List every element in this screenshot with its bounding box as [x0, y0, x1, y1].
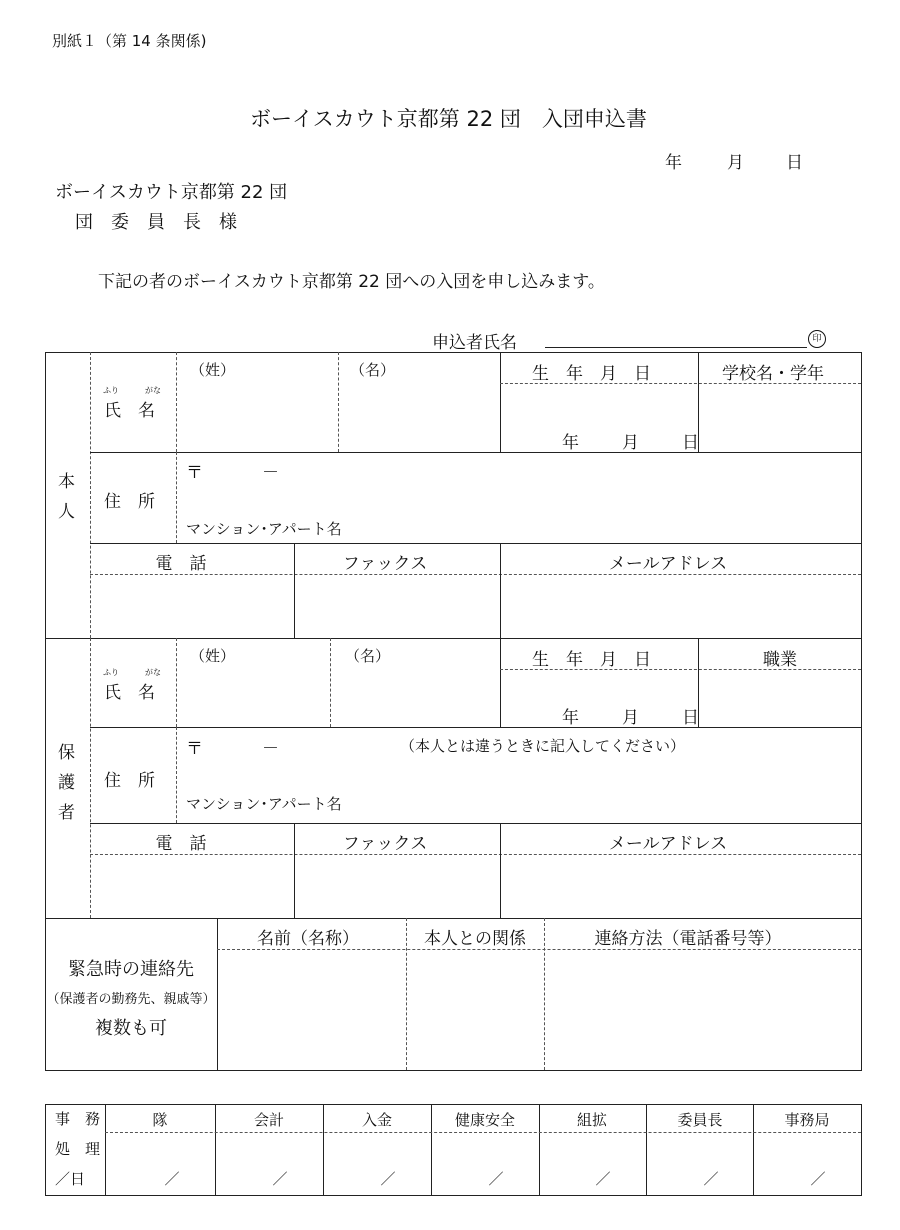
office-table-top [45, 1104, 862, 1105]
emergency-col-name: 名前（名称） [257, 929, 359, 949]
self-ruby-furi: ふり [103, 386, 119, 395]
guardian-sei-label: （姓） [190, 647, 236, 665]
self-birth-month: 月 [622, 433, 639, 453]
self-address-label-divider [176, 452, 177, 543]
self-name-label: 氏 名 [104, 401, 155, 421]
page-title: ボーイスカウト京都第 22 団 入団申込書 [250, 107, 647, 131]
guardian-label-divider [90, 638, 91, 918]
office-col-divider-4 [539, 1104, 540, 1195]
office-col-tai: 隊 [152, 1111, 168, 1129]
self-label-char-1: 本 [58, 472, 75, 492]
guardian-postal-dash: － [262, 739, 279, 759]
guardian-address-label-divider [176, 727, 177, 823]
emergency-col-relation: 本人との関係 [424, 929, 526, 949]
office-date-slash-1: ／ [164, 1170, 180, 1188]
emergency-relation-field[interactable] [410, 953, 541, 1066]
form-top-border [45, 352, 862, 353]
office-col-iincho: 委員長 [677, 1111, 723, 1129]
guardian-name-label: 氏 名 [104, 683, 155, 703]
guardian-label-char-2: 護 [58, 773, 75, 793]
office-date-slash-4: ／ [488, 1170, 504, 1188]
office-col-divider-5 [646, 1104, 647, 1195]
office-label-line1: 事 務 [55, 1110, 101, 1128]
guardian-name-label-divider [176, 638, 177, 727]
self-email-field[interactable] [504, 578, 858, 634]
applicant-name-label: 申込者氏名 [432, 333, 517, 353]
emergency-name-relation-divider [406, 918, 407, 1070]
application-statement: 下記の者のボーイスカウト京都第 22 団への入団を申し込みます。 [98, 272, 605, 292]
self-postal-mark: 〒 [186, 463, 203, 483]
guardian-contact-header-line [90, 854, 861, 855]
applicant-name-field[interactable] [545, 347, 807, 348]
self-name-label-divider [176, 352, 177, 452]
guardian-name-birth-divider [500, 638, 501, 727]
guardian-mei-field[interactable] [334, 668, 497, 724]
office-label-line2: 処 理 [55, 1140, 101, 1158]
emergency-relation-contact-divider [544, 918, 545, 1070]
self-contact-header-line [90, 574, 861, 575]
guardian-email-field[interactable] [504, 858, 858, 914]
guardian-occupation-field[interactable] [702, 672, 858, 724]
guardian-address-note: （本人とは違うときに記入してください） [400, 737, 686, 755]
emergency-contact-field[interactable] [548, 953, 858, 1066]
office-col-kenko-anzen: 健康安全 [454, 1111, 516, 1129]
office-date-slash-5: ／ [595, 1170, 611, 1188]
emergency-label-line1: 緊急時の連絡先 [68, 959, 194, 980]
seal-mark: 印 [808, 330, 826, 348]
guardian-name-row-bottom [90, 727, 861, 728]
self-address-label: 住 所 [104, 492, 155, 512]
office-col-divider-2 [323, 1104, 324, 1195]
guardian-ruby-gana: がな [145, 668, 161, 677]
guardian-address-label: 住 所 [104, 771, 155, 791]
guardian-email-header: メールアドレス [608, 834, 728, 854]
self-birth-day: 日 [682, 433, 699, 453]
office-col-divider-3 [431, 1104, 432, 1195]
date-month-label: 月 [727, 153, 744, 173]
office-col-divider-6 [753, 1104, 754, 1195]
guardian-phone-field[interactable] [94, 858, 290, 914]
office-label-divider [105, 1104, 106, 1195]
emergency-name-field[interactable] [221, 953, 403, 1066]
self-phone-field[interactable] [94, 578, 290, 634]
self-sei-mei-divider [338, 352, 339, 452]
self-school-field[interactable] [702, 384, 858, 450]
guardian-address-field[interactable] [300, 756, 856, 788]
guardian-apartment-label: マンション･アパート名 [186, 795, 342, 813]
guardian-occupation-header: 職業 [763, 650, 797, 670]
guardian-fax-field[interactable] [298, 858, 496, 914]
office-date-slash-6: ／ [703, 1170, 719, 1188]
emergency-header-line [217, 949, 861, 950]
form-right-border [861, 352, 862, 1070]
guardian-ruby-furi: ふり [103, 668, 119, 677]
office-label-line3: ／日 [55, 1170, 86, 1188]
addressee-title: 団 委 員 長 様 [75, 212, 237, 233]
self-email-header: メールアドレス [608, 554, 728, 574]
self-address-field[interactable] [300, 474, 856, 514]
self-name-row-bottom [90, 452, 861, 453]
guardian-label-char-3: 者 [58, 803, 75, 823]
office-date-slash-2: ／ [272, 1170, 288, 1188]
guardian-phone-header: 電 話 [155, 834, 207, 854]
emergency-label-line2: （保護者の勤務先、親戚等） [46, 992, 216, 1007]
guardian-phone-fax-divider [294, 823, 295, 918]
date-day-label: 日 [786, 153, 803, 173]
self-ruby-gana: がな [145, 386, 161, 395]
addressee-org: ボーイスカウト京都第 22 団 [55, 182, 288, 203]
emergency-col-contact: 連絡方法（電話番号等） [594, 929, 782, 949]
self-sei-field[interactable] [180, 384, 336, 450]
office-col-divider-1 [215, 1104, 216, 1195]
guardian-sei-mei-divider [330, 638, 331, 727]
self-section-bottom [45, 638, 862, 639]
office-col-jimukyoku: 事務局 [784, 1111, 830, 1129]
self-postal-dash: － [262, 463, 279, 483]
self-fax-field[interactable] [298, 578, 496, 634]
guardian-postal-mark: 〒 [186, 739, 203, 759]
self-birthday-header: 生 年 月 日 [532, 364, 651, 384]
office-col-sokaku: 組拡 [576, 1111, 608, 1129]
guardian-address-row-bottom [90, 823, 861, 824]
guardian-mei-label: （名） [345, 647, 391, 665]
guardian-birth-day: 日 [682, 708, 699, 728]
self-label-divider [90, 352, 91, 638]
self-phone-fax-divider [294, 543, 295, 638]
guardian-birthday-header: 生 年 月 日 [532, 650, 651, 670]
emergency-label-line3: 複数も可 [95, 1018, 167, 1039]
office-col-nyukin: 入金 [361, 1111, 393, 1129]
guardian-label-char-1: 保 [58, 743, 75, 763]
office-table-right [861, 1104, 862, 1195]
guardian-fax-header: ファックス [342, 834, 428, 854]
emergency-label-divider [217, 918, 218, 1070]
guardian-birth-month: 月 [622, 708, 639, 728]
self-name-birth-divider [500, 352, 501, 452]
self-mei-field[interactable] [342, 384, 498, 450]
self-fax-header: ファックス [342, 554, 428, 574]
guardian-birth-year: 年 [562, 708, 579, 728]
self-mei-label: （名） [350, 361, 396, 379]
guardian-section-bottom [45, 918, 862, 919]
self-apartment-label: マンション･アパート名 [186, 520, 342, 538]
office-date-slash-7: ／ [810, 1170, 826, 1188]
form-bottom-border [45, 1070, 862, 1071]
guardian-fax-email-divider [500, 823, 501, 918]
date-year-label: 年 [665, 153, 682, 173]
self-birth-year: 年 [562, 433, 579, 453]
self-school-header: 学校名・学年 [722, 364, 824, 384]
form-left-border [45, 352, 46, 1070]
header-note: 別紙１（第 14 条関係) [52, 32, 207, 50]
self-label-char-2: 人 [58, 502, 75, 522]
office-table-left [45, 1104, 46, 1195]
guardian-sei-field[interactable] [180, 668, 328, 724]
office-date-slash-3: ／ [380, 1170, 396, 1188]
office-table-bottom [45, 1195, 862, 1196]
office-col-kaikei: 会計 [253, 1111, 285, 1129]
self-sei-label: （姓） [190, 361, 236, 379]
self-fax-email-divider [500, 543, 501, 638]
office-header-line [105, 1132, 861, 1133]
self-phone-header: 電 話 [155, 554, 207, 574]
self-address-row-bottom [90, 543, 861, 544]
